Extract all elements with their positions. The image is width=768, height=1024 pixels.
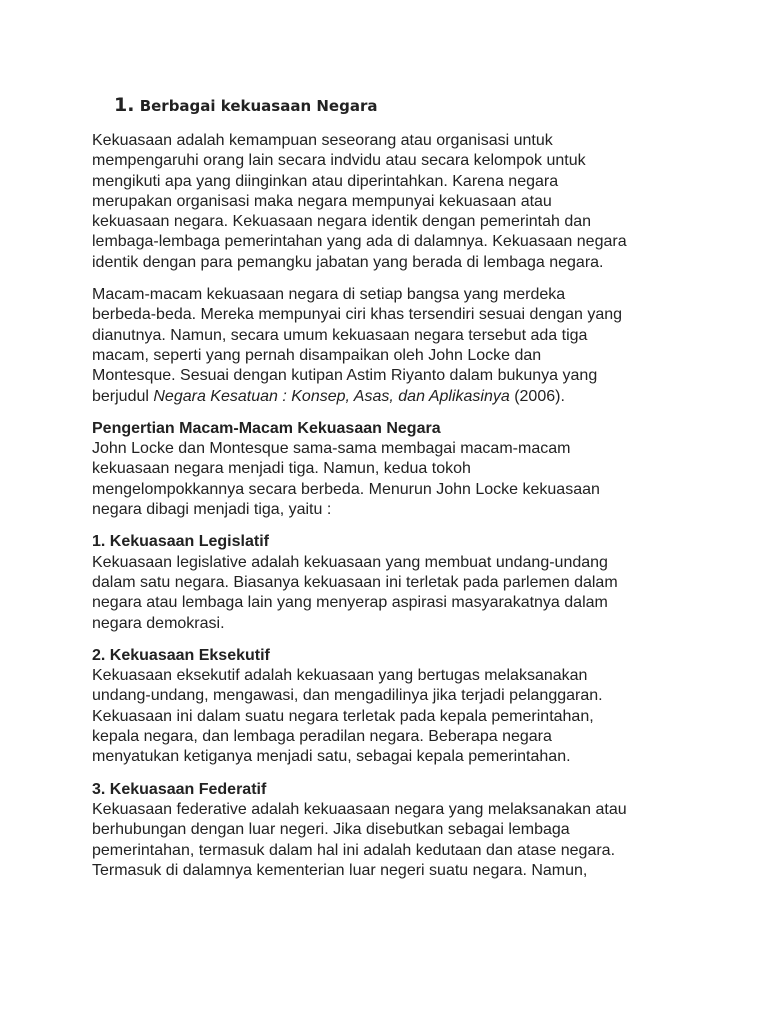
section-body-eksekutif: Kekuasaan eksekutif adalah kekuasaan yang bertugas melaksanakan undang-undang, mengawasi, dan mengadilinya jika terjadi pelanggaran. Kekuasaan ini dalam suatu negara terletak pada kepala pemerintahan, kepala negara, dan lembaga peradilan negara. Beberapa negara menyatukan ketiganya menjadi satu, sebagai kepala pemerintahan. (92, 667, 603, 766)
section-federatif (92, 780, 692, 881)
section-heading-legislatif: 1. Kekuasaan Legislatif (92, 533, 269, 551)
section-heading-eksekutif: 2. Kekuasaan Eksekutif (92, 646, 270, 664)
section-eksekutif (92, 646, 692, 768)
intro-paragraph-2 (92, 285, 692, 407)
section-heading-federatif: 3. Kekuasaan Federatif (92, 780, 267, 798)
document-title (114, 90, 692, 121)
section-body-legislatif: Kekuasaan legislative adalah kekuasaan yang membuat undang-undang dalam satu negara. Biasanya kekuasaan ini terletak pada parlemen dalam negara atau lembaga lain yang menyerap aspirasi masyarakatnya dalam negara demokrasi. (92, 553, 618, 632)
section-body-pengertian: John Locke dan Montesque sama-sama membagai macam-macam kekuasaan negara menjadi tiga. Namun, kedua tokoh mengelompokkannya secara berbeda. Menurun John Locke kekuasaan negara dibagi menjadi tiga, yaitu : (92, 440, 600, 519)
section-legislatif (92, 532, 692, 633)
document-page (92, 90, 692, 881)
intro-paragraph-1: Kekuasaan adalah kemampuan seseorang atau organisasi untuk mempengaruhi orang lain secara indvidu atau secara kelompok untuk mengikuti apa yang diinginkan atau diperintahkan. Karena negara merupakan organisasi maka negara mempunyai kekuasaan atau kekuasaan negara. Kekuasaan negara identik dengan pemerintah dan lembaga-lembaga pemerintahan yang ada di dalamnya. Kekuasaan negara identik dengan para pemangku jabatan yang berada di lembaga negara. (92, 132, 627, 271)
section-body-federatif: Kekuasaan federative adalah kekuaasaan negara yang melaksanakan atau berhubungan dengan luar negeri. Jika disebutkan sebagai lembaga pemerintahan, termasuk dalam hal ini adalah kedutaan dan atase negara. Termasuk di dalamnya kementerian luar negeri suatu negara. Namun, (92, 800, 627, 879)
section-heading-pengertian: Pengertian Macam-Macam Kekuasaan Negara (92, 419, 441, 437)
section-pengertian (92, 419, 692, 520)
title-text: Berbagai kekuasaan Negara (139, 97, 378, 115)
intro-paragraph-2-text-after: (2006). (509, 387, 565, 405)
title-number: 1. (114, 94, 135, 116)
book-title: Negara Kesatuan : Konsep, Asas, dan Aplikasinya (153, 387, 510, 405)
intro-paragraph-2-text-before: Macam-macam kekuasaan negara di setiap bangsa yang merdeka berbeda-beda. Mereka mempunyai ciri khas tersendiri sesuai dengan yang dianutnya. Namun, secara umum kekuasaan negara tersebut ada tiga macam, seperti yang pernah disampaikan oleh John Locke dan Montesque. Sesuai dengan kutipan Astim Riyanto dalam bukunya yang berjudul (92, 286, 623, 405)
